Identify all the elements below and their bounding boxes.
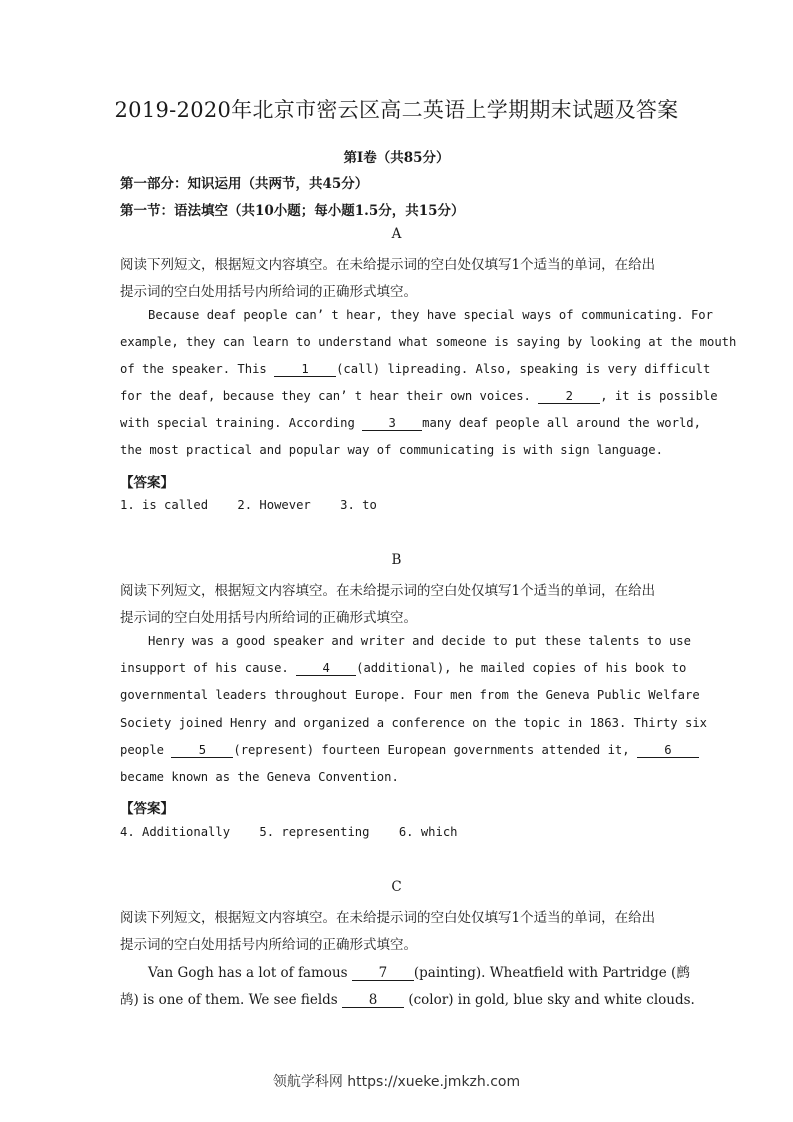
passage-line: governmental leaders throughout Europe. Four men from the Geneva Public Welfare: [120, 688, 700, 702]
blank-7[interactable]: 7: [352, 967, 414, 981]
passage-text: (represent) fourteen European governments attended it,: [233, 743, 637, 757]
answer-label: 【答案】: [120, 475, 174, 491]
blank-6[interactable]: 6: [637, 744, 699, 758]
part-heading: 第一部分：知识运用（共两节，共45分）: [120, 176, 369, 192]
passage-line: [120, 743, 680, 758]
passage-label-b: B: [391, 552, 402, 568]
instruction-line: 阅读下列短文，根据短文内容填空。在未给提示词的空白处仅填写1个适当的单词，在给出: [120, 583, 656, 599]
passage-line: [120, 362, 711, 377]
passage-text: of the speaker. This: [120, 362, 275, 376]
passage-text: with special training. According: [120, 416, 363, 430]
answer-text: 4. Additionally 5. representing 6. which: [120, 825, 458, 839]
answer-label: 【答案】: [120, 801, 174, 817]
page-title: 2019-2020年北京市密云区高二英语上学期期末试题及答案: [114, 98, 679, 122]
passage-text: Van Gogh has a lot of famous: [148, 965, 352, 981]
instruction-line: 阅读下列短文，根据短文内容填空。在未给提示词的空白处仅填写1个适当的单词，在给出: [120, 257, 656, 273]
passage-line: Henry was a good speaker and writer and decide to put these talents to use: [148, 634, 691, 648]
blank-8[interactable]: 8: [342, 994, 404, 1008]
passage-label-a: A: [391, 226, 402, 242]
passage-text: , it is possible: [600, 389, 718, 403]
passage-label-c: C: [391, 879, 402, 895]
passage-line: [120, 988, 695, 1008]
passage-line: [120, 416, 701, 431]
instruction-line: 阅读下列短文，根据短文内容填空。在未给提示词的空白处仅填写1个适当的单词，在给出: [120, 910, 656, 926]
volume-heading: 第I卷（共85分）: [343, 150, 450, 166]
passage-text: (painting). Wheatfield with Partridge (鹧: [413, 965, 690, 981]
blank-2[interactable]: 2: [538, 390, 600, 404]
blank-3[interactable]: 3: [362, 417, 422, 431]
blank-1[interactable]: 1: [274, 363, 336, 377]
passage-line: Because deaf people can’ t hear, they have special ways of communicating. For: [148, 308, 713, 322]
instruction-line: 提示词的空白处用括号内所给词的正确形式填空。: [120, 937, 417, 953]
passage-line: Society joined Henry and organized a conference on the topic in 1863. Thirty six: [120, 716, 707, 730]
passage-text: for the deaf, because they can’ t hear their own voices.: [120, 389, 539, 403]
blank-5[interactable]: 5: [171, 744, 233, 758]
passage-line: the most practical and popular way of communicating is with sign language.: [120, 443, 663, 457]
passage-text: 鸪) is one of them. We see fields: [120, 992, 343, 1008]
passage-line: [148, 961, 708, 981]
section-heading: 第一节：语法填空（共10小题；每小题1.5分，共15分）: [120, 203, 465, 219]
passage-line: became known as the Geneva Convention.: [120, 770, 399, 784]
passage-line: example, they can learn to understand what someone is saying by looking at the mouth: [120, 335, 737, 349]
instruction-line: 提示词的空白处用括号内所给词的正确形式填空。: [120, 610, 417, 626]
footer-watermark: 领航学科网 https://xueke.jmkzh.com: [272, 1074, 521, 1090]
passage-text: (call) lipreading. Also, speaking is very difficult: [336, 362, 711, 376]
passage-text: insupport of his cause.: [120, 661, 297, 675]
passage-line: [120, 389, 718, 404]
passage-text: people: [120, 743, 172, 757]
blank-4[interactable]: 4: [296, 662, 356, 676]
answer-text: 1. is called 2. However 3. to: [120, 498, 377, 512]
passage-text: (additional), he mailed copies of his book to: [356, 661, 687, 675]
passage-text: many deaf people all around the world,: [422, 416, 701, 430]
passage-line: [120, 661, 687, 676]
instruction-line: 提示词的空白处用括号内所给词的正确形式填空。: [120, 284, 417, 300]
passage-text: (color) in gold, blue sky and white clouds.: [404, 992, 695, 1008]
